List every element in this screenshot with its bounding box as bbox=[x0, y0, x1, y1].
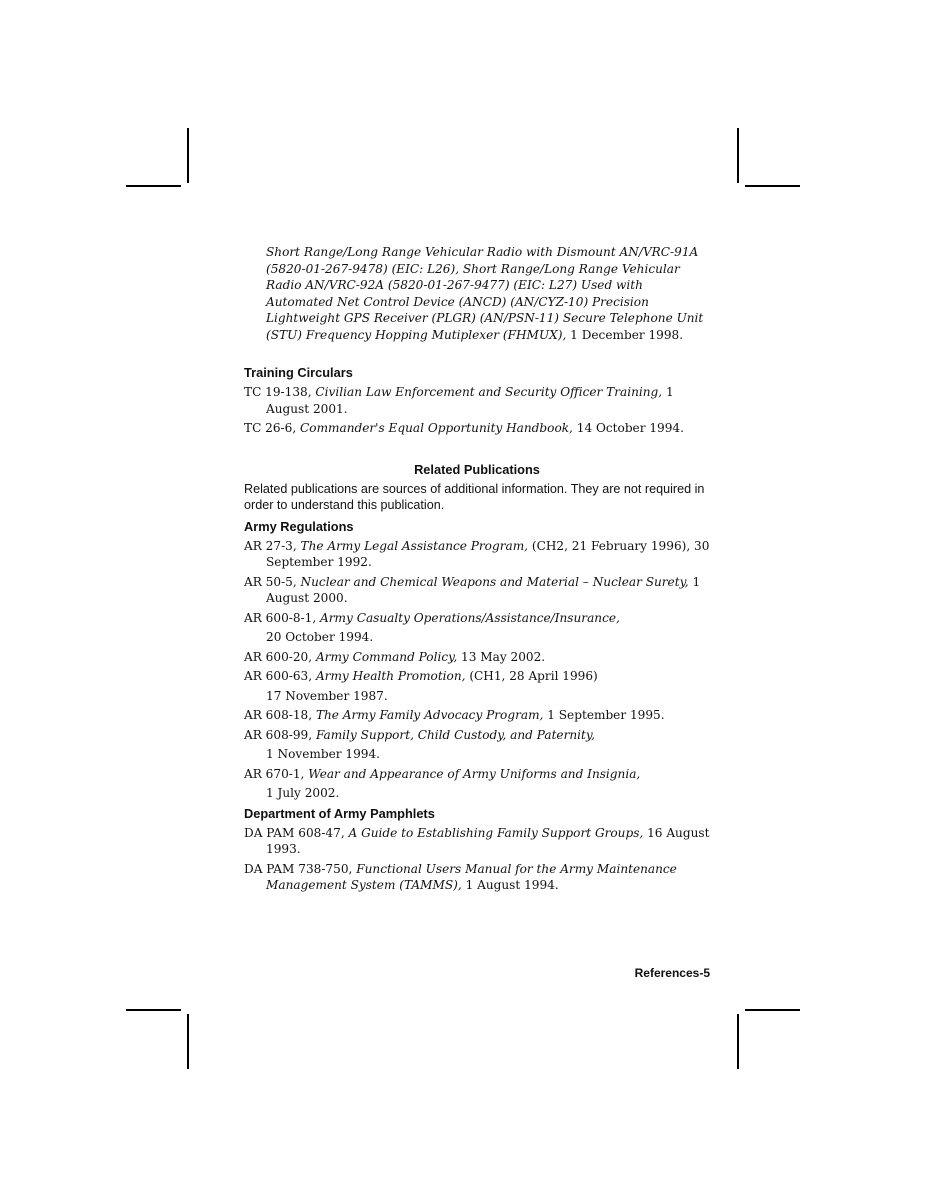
reference-id: AR 50-5, bbox=[244, 574, 301, 589]
reference-date: 17 November 1987. bbox=[266, 688, 388, 703]
crop-mark bbox=[745, 1009, 800, 1011]
reference-item bbox=[244, 574, 710, 607]
reference-id: TC 19-138, bbox=[244, 385, 316, 399]
reference-date: 1 November 1994. bbox=[266, 747, 381, 761]
army-regulations-heading: Army Regulations bbox=[244, 518, 354, 534]
crop-mark bbox=[745, 185, 800, 187]
reference-title: Civilian Law Enforcement and Security Officer Training, bbox=[315, 385, 663, 399]
page-number-footer: References-5 bbox=[634, 966, 710, 980]
reference-id: TC 26-6, bbox=[244, 421, 301, 435]
reference-id: AR 600-8-1, bbox=[244, 610, 321, 625]
reference-item bbox=[244, 727, 710, 763]
reference-date: 14 October 1994. bbox=[572, 421, 684, 435]
crop-mark bbox=[737, 128, 739, 183]
intro-date: 1 December 1998. bbox=[566, 327, 684, 342]
reference-date: 1 August 2001. bbox=[266, 385, 674, 416]
reference-item bbox=[244, 707, 710, 724]
reference-item bbox=[244, 668, 710, 704]
reference-amendment: (CH1, 28 April 1996) bbox=[465, 669, 598, 683]
related-description: Related publications are sources of additional information. They are not required in order to understand this publication. bbox=[244, 481, 705, 512]
reference-id: AR 608-99, bbox=[244, 727, 316, 742]
reference-item bbox=[244, 825, 710, 858]
reference-title: Family Support, Child Custody, and Paternity, bbox=[315, 727, 595, 742]
reference-id: AR 600-63, bbox=[244, 669, 316, 683]
da-pamphlets-list bbox=[244, 825, 710, 894]
reference-item bbox=[244, 861, 710, 894]
reference-item bbox=[244, 610, 710, 646]
crop-mark bbox=[737, 1014, 739, 1069]
reference-id: DA PAM 738-750, bbox=[244, 861, 357, 876]
crop-mark bbox=[187, 128, 189, 183]
reference-id: DA PAM 608-47, bbox=[244, 825, 349, 840]
reference-id: AR 608-18, bbox=[244, 708, 316, 722]
reference-item bbox=[244, 766, 710, 802]
reference-title: The Army Family Advocacy Program, bbox=[315, 708, 544, 722]
reference-title: Commander's Equal Opportunity Handbook, bbox=[300, 421, 573, 435]
reference-date: 1 July 2002. bbox=[266, 786, 340, 800]
reference-date: 20 October 1994. bbox=[266, 630, 374, 644]
reference-item bbox=[244, 384, 710, 417]
intro-title: Short Range/Long Range Vehicular Radio with Dismount AN/VRC-91A (5820-01-267-9478) (EIC: L26), Short Range/Long Range Vehicular Radio AN/VRC-92A (5820-01-267-9477) (EIC: L27) Used with Automated Net Control Device (ANCD) (AN/CYZ-10) Precision Lightweight GPS Receiver (PLGR) (AN/PSN-11) Secure Telephone Unit (STU) Frequency Hopping Mutiplexer (FHMUX), bbox=[266, 245, 704, 342]
reference-date: (CH2, 21 February 1996), 30 September 1992. bbox=[266, 538, 710, 569]
reference-title: Wear and Appearance of Army Uniforms and Insignia, bbox=[308, 766, 641, 781]
reference-title: Nuclear and Chemical Weapons and Material – Nuclear Surety, bbox=[300, 574, 689, 589]
page-body bbox=[244, 244, 710, 894]
reference-title: Army Command Policy, bbox=[315, 649, 458, 664]
reference-title: Army Health Promotion, bbox=[315, 669, 466, 683]
crop-mark bbox=[187, 1014, 189, 1069]
reference-id: AR 670-1, bbox=[244, 766, 309, 781]
reference-date: 1 September 1995. bbox=[543, 708, 665, 722]
training-circulars-heading: Training Circulars bbox=[244, 365, 353, 380]
reference-item bbox=[244, 420, 710, 437]
reference-item bbox=[244, 538, 710, 571]
army-regulations-list bbox=[244, 538, 710, 802]
reference-title: A Guide to Establishing Family Support Groups, bbox=[348, 825, 644, 840]
reference-id: AR 600-20, bbox=[244, 649, 316, 664]
intro-citation bbox=[266, 244, 710, 343]
training-circulars-list bbox=[244, 384, 710, 437]
reference-date: 16 August 1993. bbox=[266, 825, 710, 856]
reference-id: AR 27-3, bbox=[244, 538, 301, 553]
reference-title: Functional Users Manual for the Army Maintenance Management System (TAMMS), bbox=[266, 861, 677, 892]
crop-mark bbox=[126, 185, 181, 187]
reference-date: 13 May 2002. bbox=[457, 649, 546, 664]
reference-title: The Army Legal Assistance Program, bbox=[300, 538, 529, 553]
da-pamphlets-heading: Department of Army Pamphlets bbox=[244, 805, 435, 821]
related-publications-heading: Related Publications bbox=[414, 461, 540, 477]
reference-title: Army Casualty Operations/Assistance/Insurance, bbox=[320, 610, 620, 625]
reference-date: 1 August 2000. bbox=[266, 574, 701, 605]
crop-mark bbox=[126, 1009, 181, 1011]
reference-date: 1 August 1994. bbox=[461, 878, 559, 892]
reference-item bbox=[244, 649, 710, 666]
